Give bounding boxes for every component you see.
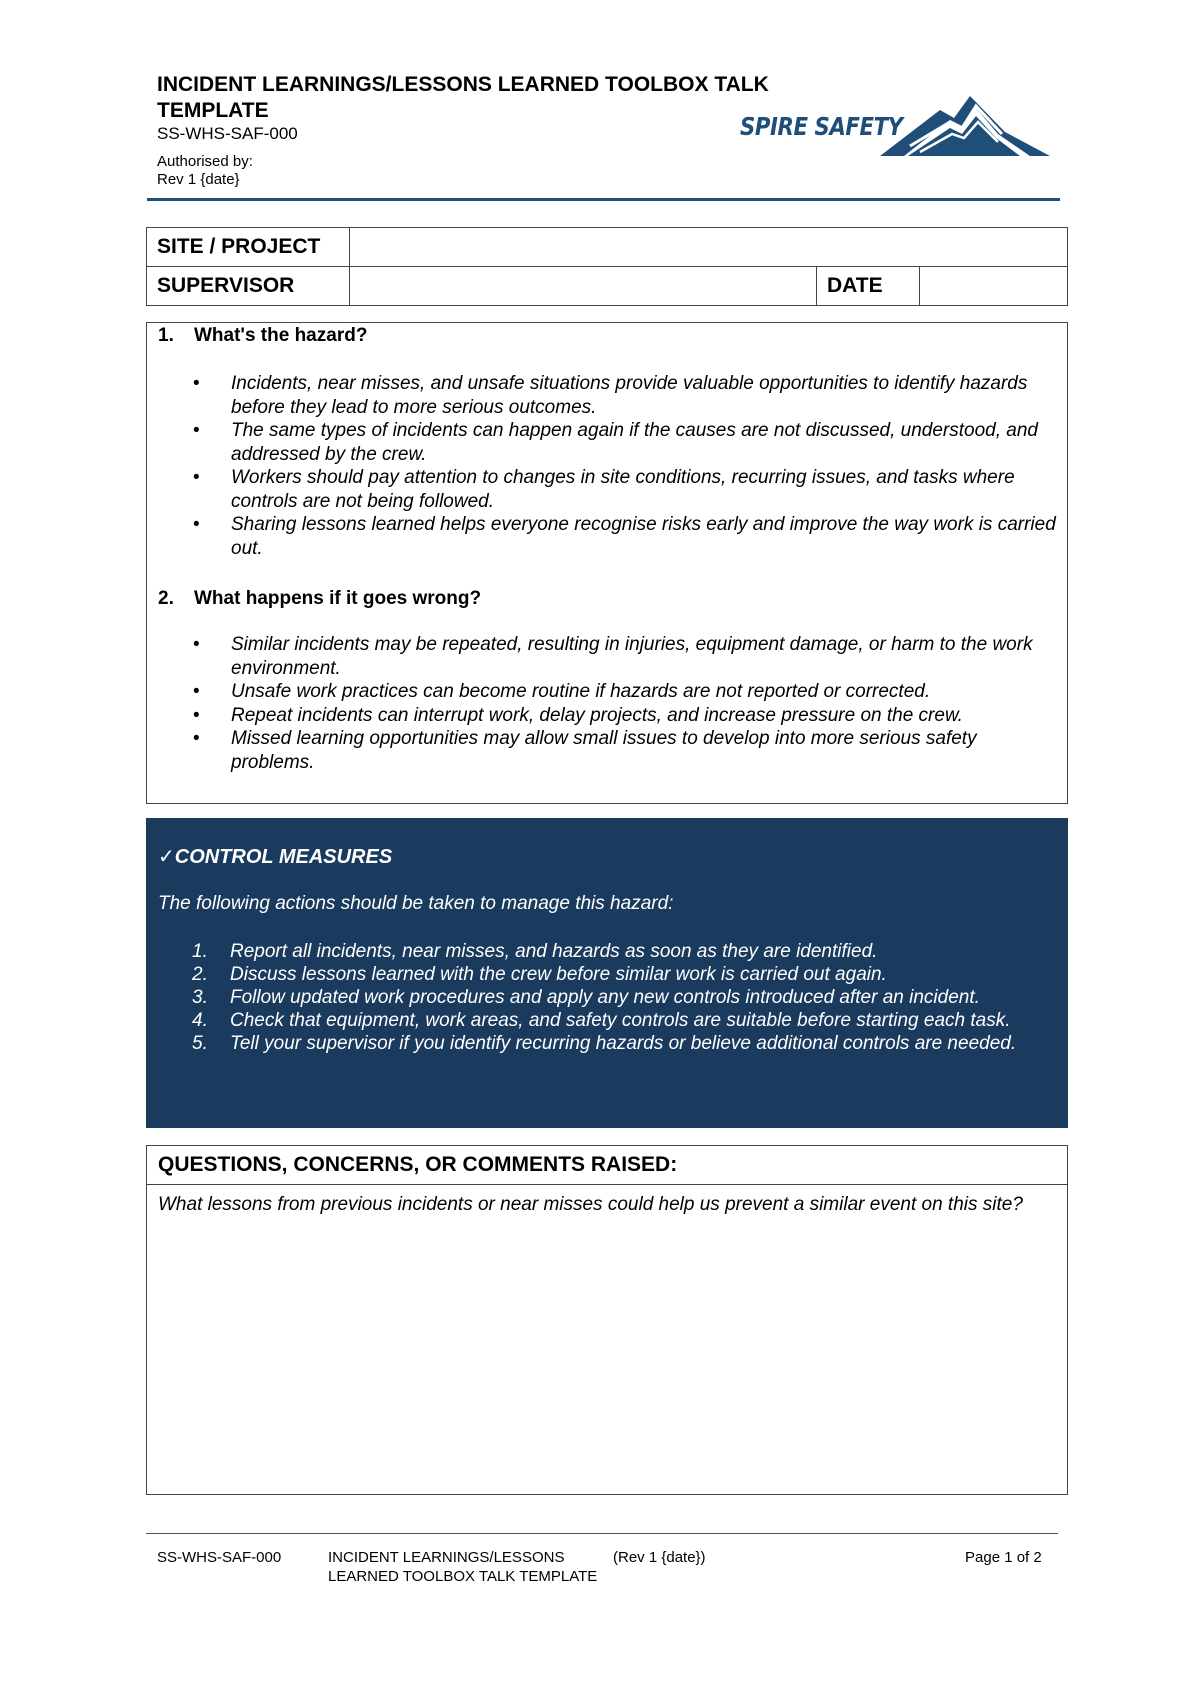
item-text: Discuss lessons learned with the crew before similar work is carried out again. [230, 964, 887, 985]
logo-text: SPIRE SAFETY [740, 112, 903, 141]
mountain-logo-icon [880, 88, 1050, 160]
questions-heading-row [147, 1146, 1067, 1185]
bullet-item: • Missed learning opportunities may allow small issues to develop into more serious safety problems. [231, 727, 1061, 774]
section-title: What's the hazard? [194, 325, 368, 346]
bullet-item: • Sharing lessons learned helps everyone recognise risks early and improve the way work is carried out. [231, 513, 1061, 560]
item-text: Tell your supervisor if you identify recurring hazards or believe additional controls are needed. [230, 1033, 1017, 1054]
item-number: 4. [192, 1010, 208, 1031]
authorised-by-label: Authorised by: [157, 153, 253, 170]
consequence-section [146, 586, 1068, 804]
supervisor-field[interactable] [350, 267, 817, 306]
questions-heading: QUESTIONS, CONCERNS, OR COMMENTS RAISED: [158, 1153, 678, 1176]
bullet-item: • Workers should pay attention to changes in site conditions, recurring issues, and tasks where controls are not being followed. [231, 466, 1061, 513]
footer-revision: (Rev 1 {date}) [613, 1549, 706, 1566]
bullet-item: • Similar incidents may be repeated, resulting in injuries, equipment damage, or harm to the work environment. [231, 633, 1061, 680]
consequence-bullet-list [231, 633, 1061, 774]
bullet-item: • The same types of incidents can happen again if the causes are not discussed, understood, and addressed by the crew. [231, 419, 1061, 466]
section-heading [158, 323, 367, 349]
site-info-table [146, 227, 1068, 306]
document-title: INCIDENT LEARNINGS/LESSONS LEARNED TOOLBOX TALK TEMPLATE [157, 73, 769, 122]
control-measures-intro: The following actions should be taken to manage this hazard: [158, 893, 674, 914]
page-number: Page 1 of 2 [965, 1549, 1042, 1566]
supervisor-label: SUPERVISOR [147, 267, 350, 306]
section-number: 1. [158, 325, 174, 346]
document-code: SS-WHS-SAF-000 [157, 124, 298, 143]
section-number: 2. [158, 588, 174, 609]
spire-safety-logo [740, 88, 1050, 160]
footer-divider [146, 1533, 1058, 1534]
item-number: 3. [192, 987, 208, 1008]
section-heading [158, 586, 481, 612]
footer-title: INCIDENT LEARNINGS/LESSONS LEARNED TOOLBOX TALK TEMPLATE [328, 1549, 598, 1585]
date-field[interactable] [920, 267, 1068, 306]
authorisation-block [157, 153, 253, 189]
bullet-item: • Repeat incidents can interrupt work, delay projects, and increase pressure on the crew. [231, 704, 1061, 728]
list-item [192, 1009, 1060, 1032]
hazard-bullet-list [231, 372, 1061, 560]
control-measures-panel [146, 818, 1068, 1128]
list-item [192, 1032, 1060, 1055]
item-number: 2. [192, 964, 208, 985]
item-text: Report all incidents, near misses, and hazards as soon as they are identified. [230, 941, 878, 962]
date-label: DATE [817, 267, 920, 306]
item-number: 1. [192, 941, 208, 962]
footer-doc-code: SS-WHS-SAF-000 [157, 1549, 282, 1566]
list-item [192, 986, 1060, 1009]
item-number: 5. [192, 1033, 208, 1054]
header-divider [147, 198, 1060, 201]
revision-label: Rev 1 {date} [157, 171, 240, 188]
list-item [192, 963, 1060, 986]
control-measures-title: ✓CONTROL MEASURES [158, 846, 393, 868]
bullet-item: • Incidents, near misses, and unsafe situations provide valuable opportunities to identify hazards before they lead to more serious outcomes. [231, 372, 1061, 419]
control-measures-list [192, 940, 1060, 1055]
item-text: Follow updated work procedures and apply any new controls introduced after an incident. [230, 987, 980, 1008]
questions-prompt[interactable]: What lessons from previous incidents or near misses could help us prevent a similar event on this site? [158, 1194, 1023, 1215]
list-item [192, 940, 1060, 963]
site-project-label: SITE / PROJECT [147, 228, 350, 267]
bullet-item: • Unsafe work practices can become routine if hazards are not reported or corrected. [231, 680, 1061, 704]
item-text: Check that equipment, work areas, and safety controls are suitable before starting each task. [230, 1010, 1011, 1031]
questions-box [146, 1145, 1068, 1495]
section-title: What happens if it goes wrong? [194, 588, 482, 609]
hazard-section [146, 322, 1068, 588]
site-project-field[interactable] [350, 228, 1068, 267]
